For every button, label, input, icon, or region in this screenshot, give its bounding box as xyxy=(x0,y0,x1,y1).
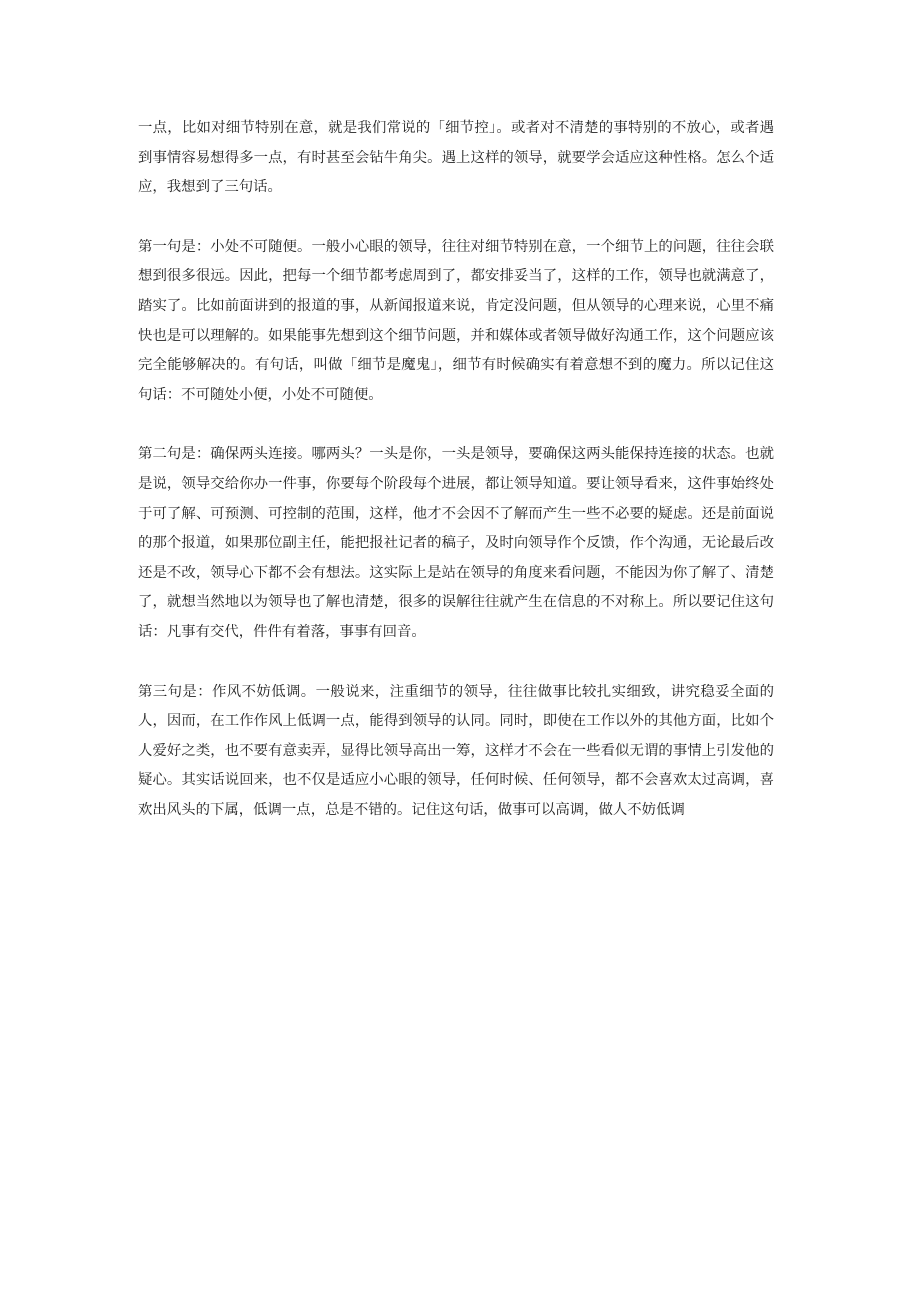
paragraph-third-point: 第三句是：作风不妨低调。一般说来，注重细节的领导，往往做事比较扎实细致，讲究稳妥全面的人，因而，在工作作风上低调一点，能得到领导的认同。同时，即使在工作以外的其他方面，比如个人爱好之类，也不要有意卖弄，显得比领导高出一筹，这样才不会在一些看似无谓的事情上引发他的疑心。其实话说回来，也不仅是适应小心眼的领导，任何时候、任何领导，都不会喜欢太过高调，喜欢出风头的下属，低调一点，总是不错的。记住这句话，做事可以高调，做人不妨低调 xyxy=(138,683,774,818)
paragraph-intro: 一点，比如对细节特别在意，就是我们常说的「细节控」。或者对不清楚的事特别的不放心，或者遇到事情容易想得多一点，有时甚至会钻牛角尖。遇上这样的领导，就要学会适应这种性格。怎么个适应，我想到了三句话。 xyxy=(138,120,774,196)
document-body xyxy=(138,114,774,855)
paragraph-second-point: 第二句是：确保两头连接。哪两头？一头是你，一头是领导，要确保这两头能保持连接的状态。也就是说，领导交给你办一件事，你要每个阶段每个进展，都让领导知道。要让领导看来，这件事始终处于可了解、可预测、可控制的范围，这样，他才不会因不了解而产生一些不必要的疑虑。还是前面说的那个报道，如果那位副主任，能把报社记者的稿子，及时向领导作个反馈，作个沟通，无论最后改还是不改，领导心下都不会有想法。这实际上是站在领导的角度来看问题，不能因为你了解了、清楚了，就想当然地以为领导也了解也清楚，很多的误解往往就产生在信息的不对称上。所以要记住这句话：凡事有交代，件件有着落，事事有回音。 xyxy=(138,446,774,640)
paragraph-first-point: 第一句是：小处不可随便。一般小心眼的领导，往往对细节特别在意，一个细节上的问题，往往会联想到很多很远。因此，把每一个细节都考虑周到了，都安排妥当了，这样的工作，领导也就满意了，踏实了。比如前面讲到的报道的事，从新闻报道来说，肯定没问题，但从领导的心理来说，心里不痛快也是可以理解的。如果能事先想到这个细节问题，并和媒体或者领导做好沟通工作，这个问题应该完全能够解决的。有句话，叫做「细节是魔鬼」，细节有时候确实有着意想不到的魔力。所以记住这句话：不可随处小便，小处不可随便。 xyxy=(138,238,774,403)
